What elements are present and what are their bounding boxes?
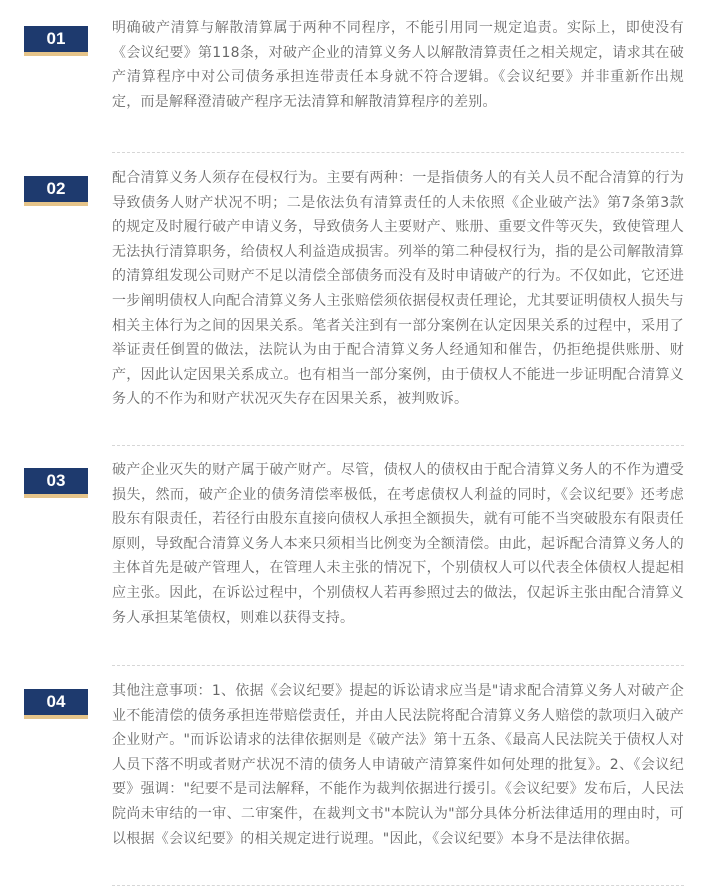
paragraph: 其他注意事项：1、依据《会议纪要》提起的诉讼请求应当是"请求配合清算义务人对破产企业不能清偿的债务承担连带赔偿责任，并由人民法院将配合清算义务人赔偿的款项归入破产企业财产。"而诉讼请求的法律依据则是《破产法》第十五条、《最高人民法院关于债权人对人员下落不明或者财产状况不清的债务人申请破产清算案件如何处理的批复》。2、《会议纪要》强调："纪要不是司法解释，不能作为裁判依据进行援引。《会议纪要》发布后，人民法院尚未审结的一审、二审案件，在裁判文书"本院认为"部分具体分析法律适用的理由时，可以根据《会议纪要》的相关规定进行说理。"因此，《会议纪要》本身不是法律依据。	[112, 683, 684, 847]
number-badge: 03	[24, 468, 88, 498]
number-badge: 04	[24, 689, 88, 719]
paragraph: 配合清算义务人须存在侵权行为。主要有两种：一是指债务人的有关人员不配合清算的行为导致债务人财产状况不明；二是依法负有清算责任的人未依照《企业破产法》第7条第3款的规定及时履行破产申请义务，导致债务人主要财产、账册、重要文件等灭失，致使管理人无法执行清算职务，给债权人利益造成损害。列举的第二种侵权行为，指的是公司解散清算的清算组发现公司财产不足以清偿全部债务而没有及时申请破产的行为。不仅如此，它还进一步阐明债权人向配合清算义务人主张赔偿须依据侵权责任理论，尤其要证明债权人损失与相关主体行为之间的因果关系。笔者关注到有一部分案例在认定因果关系的过程中，采用了举证责任倒置的做法，法院认为由于配合清算义务人经通知和催告，仍拒绝提供账册、财产，因此认定因果关系成立。也有相当一部分案例，由于债权人不能进一步证明配合清算义务人的不作为和财产状况灭失存在因果关系，被判败诉。	[112, 170, 684, 408]
dashed-divider	[112, 152, 684, 153]
paragraph: 破产企业灭失的财产属于破产财产。尽管，债权人的债权由于配合清算义务人的不作为遭受损失，然而，破产企业的债务清偿率极低，在考虑债权人利益的同时，《会议纪要》还考虑股东有限责任，若径行由股东直接向债权人承担全额损失，就有可能不当突破股东有限责任原则，导致配合清算义务人本来只须相当比例变为全额清偿。由此，起诉配合清算义务人的主体首先是破产管理人，在管理人未主张的情况下，个别债权人可以代表全体债权人提起相应主张。因此，在诉讼过程中，个别债权人若再参照过去的做法，仅起诉主张由配合清算义务人承担某笔债权，则难以获得支持。	[112, 462, 684, 626]
number-badge: 01	[24, 26, 88, 56]
paragraph: 明确破产清算与解散清算属于两种不同程序，不能引用同一规定追责。实际上，即使没有《会议纪要》第118条，对破产企业的清算义务人以解散清算责任之相关规定，请求其在破产清算程序中对公司债务承担连带责任本身就不符合逻辑。《会议纪要》并非重新作出规定，而是解释澄清破产程序无法清算和解散清算程序的差别。	[112, 20, 684, 110]
dashed-divider	[112, 665, 684, 666]
dashed-divider	[112, 885, 684, 886]
number-badge: 02	[24, 176, 88, 206]
dashed-divider	[112, 445, 684, 446]
